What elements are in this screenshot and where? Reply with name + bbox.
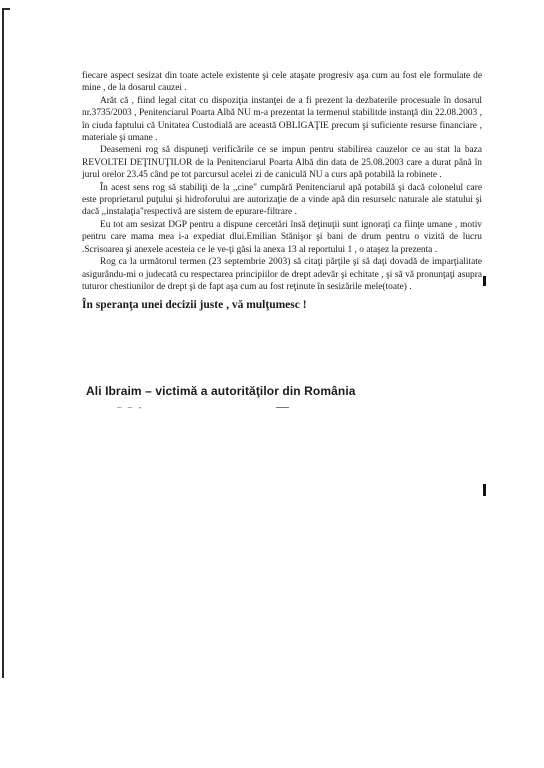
signature-dashes: – – - [117,402,144,412]
paragraph: Arăt că , fiind legal citat cu dispoziţia instanţei de a fi prezent la dezbaterile procesuale în dosarul nr.3735/2003 , Penitenciarul Poarta Albă NU m-a prezentat la termenul stabilitde instanţă din 22.08.2003 , în ciuda faptului că Unitatea Custodială are această OBLIGAŢIE precum şi suficiente resurse financiare , materiale şi umane . [82,95,482,144]
letter-body [82,70,482,312]
paragraph: În acest sens rog să stabiliţi de la ,,cine" cumpără Penitenciarul apă potabilă şi dacă colonelul care este proprietarul puţului şi hidroforului are autorizaţie de a vinde apă din resurselc naturale ale statului şi dacă ,,instalaţia"respectivă are sistem de epurare-filtrare . [82,182,482,218]
scan-margin-corner [2,8,10,10]
paragraph: Rog ca la următorul termen (23 septembrie 2003) să citaţi părţile şi să daţi dovadă de imparţialitate asigurându-mi o judecată cu respectarea principiilor de drept adevăr şi echitate , şi să vă pronunţaţi asupra tuturor chestiunilor de drept şi de fapt aşa cum au fost reţinute în sesizările mele(toate) . [82,257,482,292]
paragraph: Eu tot am sesizat DGP pentru a dispune cercetări însă deţinuţii sunt ignoraţi ca fiinţe umane , motiv pentru care mama mea i-a expediat dlui.Emilian Stănişor şi bani de drum pentru o vizită de lucru .Scrisoarea şi anexele acesteia ce le ve-ţi găsi la anexa 13 al reportului 1 , o ataşez la prezenta . [82,219,482,255]
scan-margin-tick [483,484,486,496]
scan-margin-line [2,8,4,678]
scan-margin-tick [483,276,486,286]
signature-underline [276,407,289,408]
signature-line: Ali Ibraim – victimă a autorităţilor din România [86,384,356,398]
closing-line: În speranţa unei decizii juste , vă mulţumesc ! [82,299,307,312]
paragraph: Deasemeni rog să dispuneţi verificările ce se impun pentru stabilirea cauzelor ce au stat la baza REVOLTEI DEŢINUŢILOR de la Penitenciarul Poarta Albă din data de 25.08.2003 care a durat până în jurul orelor 23.45 când pe tot parcursul acelei zi de caniculă NU a curs apă potabilă la robinete . [82,145,482,181]
paragraph: fiecare aspect sesizat din toate actele existente şi cele ataşate progresiv aşa cum au fost ele formulate de mine , de la dosarul cauzei . [82,71,482,94]
